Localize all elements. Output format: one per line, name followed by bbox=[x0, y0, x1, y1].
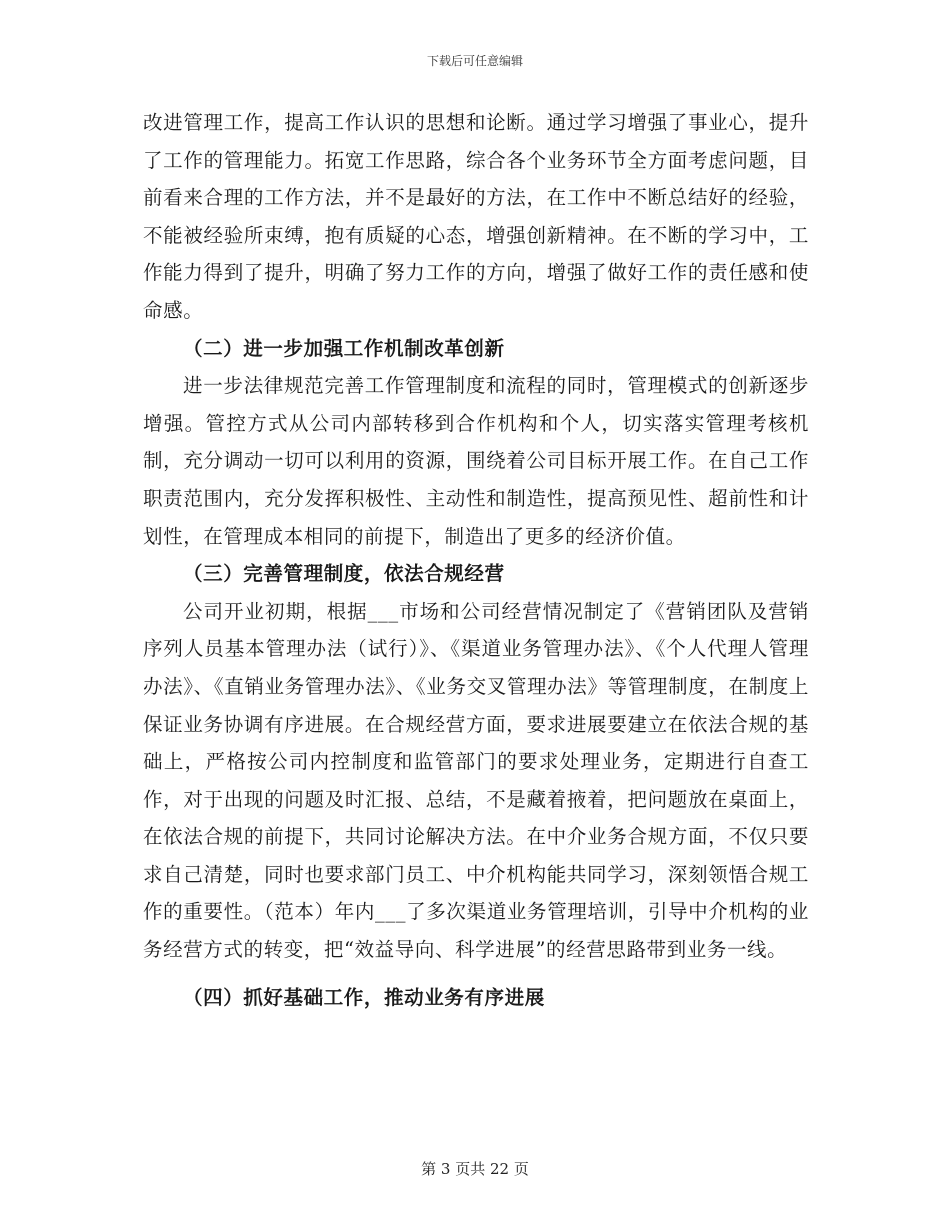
document-body bbox=[143, 104, 809, 1016]
section-heading-2: （二）进一步加强工作机制改革创新 bbox=[183, 336, 505, 360]
paragraph-1: 改进管理工作，提高工作认识的思想和论断。通过学习增强了事业心，提升了工作的管理能力。拓宽工作思路，综合各个业务环节全方面考虑问题，目前看来合理的工作方法，并不是最好的方法，在工作中不断总结好的经验，不能被经验所束缚，抱有质疑的心态，增强创新精神。在不断的学习中，工作能力得到了提升，明确了努力工作的方向，增强了做好工作的责任感和使命感。 bbox=[143, 111, 809, 322]
page-footer: 第 3 页共 22 页 bbox=[421, 1160, 529, 1178]
section-heading-4: （四）抓好基础工作，推动业务有序进展 bbox=[183, 985, 545, 1009]
section-heading-3: （三）完善管理制度，依法合规经营 bbox=[183, 562, 505, 586]
page-header: 下载后可任意编辑 bbox=[426, 54, 523, 68]
paragraph-3: 公司开业初期，根据___市场和公司经营情况制定了《营销团队及营销序列人员基本管理办法（试行）》、《渠道业务管理办法》、《个人代理人管理办法》、《直销业务管理办法》、《业务交叉管理办法》等管理制度，在制度上保证业务协调有序进展。在合规经营方面，要求进展要建立在依法合规的基础上，严格按公司内控制度和监管部门的要求处理业务，定期进行自查工作，对于出现的问题及时汇报、总结，不是藏着掖着，把问题放在桌面上，在依法合规的前提下，共同讨论解决方法。在中介业务合规方面，不仅只要求自己清楚，同时也要求部门员工、中介机构能共同学习，深刻领悟合规工作的重要性。（范本）年内___了多次渠道业务管理培训，引导中介机构的业务经营方式的转变，把“效益导向、科学进展”的经营思路带到业务一线。 bbox=[143, 599, 809, 962]
paragraph-2: 进一步法律规范完善工作管理制度和流程的同时，管理模式的创新逐步增强。管控方式从公司内部转移到合作机构和个人，切实落实管理考核机制，充分调动一切可以利用的资源，围绕着公司目标开展工作。在自己工作职责范围内，充分发挥积极性、主动性和制造性，提高预见性、超前性和计划性，在管理成本相同的前提下，制造出了更多的经济价值。 bbox=[143, 374, 809, 548]
